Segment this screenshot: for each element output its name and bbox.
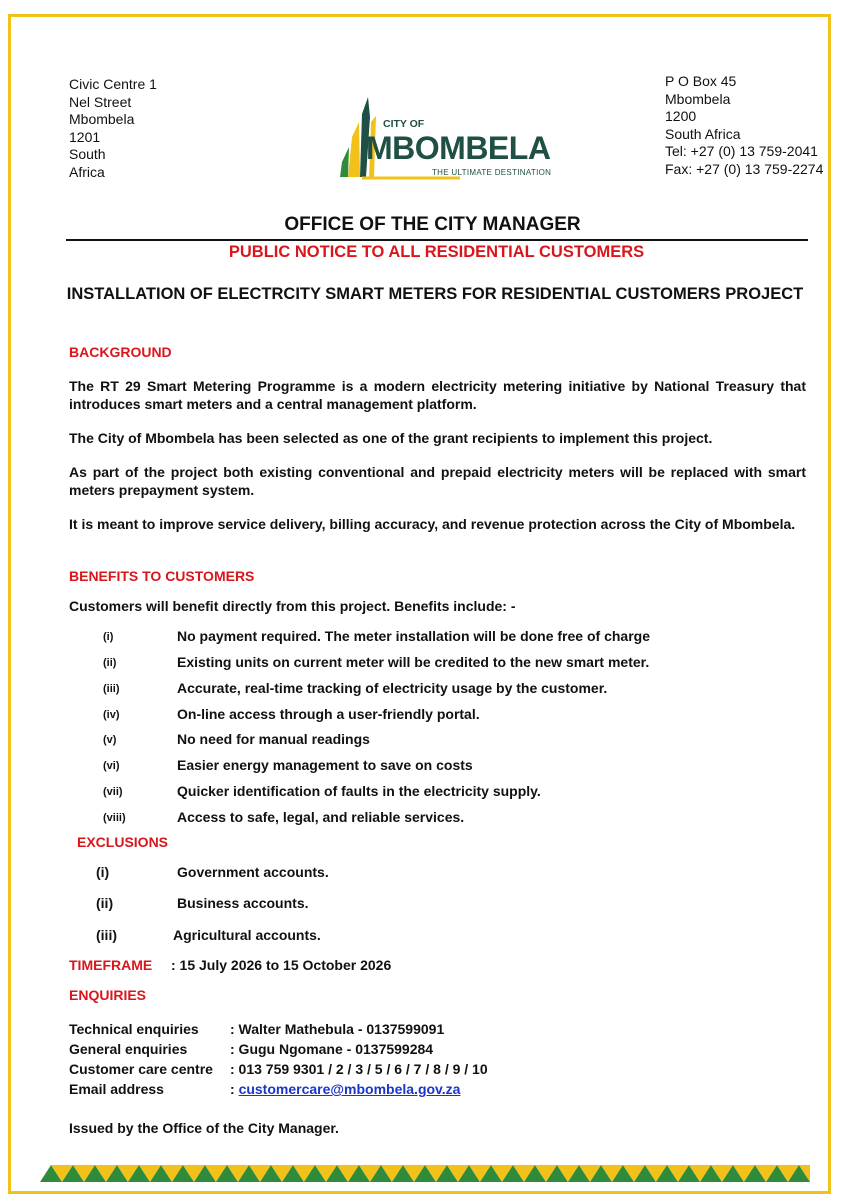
enquiry-value: : Gugu Ngomane - 0137599284 bbox=[230, 1041, 434, 1057]
list-number: (i) bbox=[96, 864, 110, 880]
address-line: 1200 bbox=[665, 108, 697, 124]
address-line: South Africa bbox=[665, 125, 741, 142]
email-label: Email address bbox=[69, 1081, 164, 1097]
enquiry-value: : Walter Mathebula - 0137599091 bbox=[230, 1021, 445, 1037]
benefits-intro: Customers will benefit directly from this project. Benefits include: - bbox=[69, 598, 516, 614]
list-item: Quicker identification of faults in the electricity supply. bbox=[177, 783, 541, 799]
address-line: Africa bbox=[69, 163, 105, 180]
address-line: Civic Centre 1 bbox=[69, 76, 157, 92]
list-number: (v) bbox=[103, 734, 117, 746]
list-number: (ii) bbox=[96, 895, 114, 911]
enquiry-label: Technical enquiries bbox=[69, 1021, 199, 1037]
phone-line: Tel: +27 (0) 13 759-2041 bbox=[665, 143, 818, 159]
divider bbox=[66, 239, 808, 241]
timeframe-heading: TIMEFRAME bbox=[69, 957, 153, 973]
list-item: Government accounts. bbox=[177, 864, 329, 880]
list-item: Easier energy management to save on costs bbox=[177, 757, 473, 773]
address-line: South bbox=[69, 146, 106, 162]
list-number: (viii) bbox=[103, 812, 126, 824]
email-row bbox=[230, 1081, 460, 1097]
enquiry-value: : 013 759 9301 / 2 / 3 / 5 / 6 / 7 / 8 / 9 / 10 bbox=[230, 1061, 488, 1077]
list-number: (ii) bbox=[103, 657, 117, 669]
address-line: P O Box 45 bbox=[665, 73, 737, 89]
paragraph: The RT 29 Smart Metering Programme is a modern electricity metering initiative by National Treasury that introduces smart meters and a central management platform. bbox=[69, 378, 806, 412]
list-item: Accurate, real-time tracking of electricity usage by the customer. bbox=[177, 680, 608, 696]
list-item: No payment required. The meter installation will be done free of charge bbox=[177, 628, 650, 644]
list-number: (vii) bbox=[103, 786, 123, 798]
email-prefix: : bbox=[230, 1081, 239, 1097]
paragraph: It is meant to improve service delivery, billing accuracy, and revenue protection across the City of Mbombela. bbox=[69, 516, 796, 532]
logo-city-of: CITY OF bbox=[383, 118, 425, 130]
decorative-border-pattern bbox=[40, 1165, 810, 1182]
office-title: OFFICE OF THE CITY MANAGER bbox=[284, 214, 581, 235]
address-line: 1201 bbox=[69, 128, 101, 145]
list-number: (iii) bbox=[96, 927, 117, 943]
enquiries-heading: ENQUIRIES bbox=[69, 987, 147, 1003]
address-line: Nel Street bbox=[69, 93, 132, 110]
list-item: Business accounts. bbox=[177, 895, 309, 911]
issued-by: Issued by the Office of the City Manager. bbox=[69, 1120, 339, 1136]
paragraph: The City of Mbombela has been selected as one of the grant recipients to implement this project. bbox=[69, 430, 713, 446]
list-number: (iv) bbox=[103, 709, 120, 721]
logo-name: MBOMBELA bbox=[366, 130, 551, 166]
postal-address bbox=[665, 73, 823, 178]
list-number: (iii) bbox=[103, 683, 120, 695]
enquiry-label: General enquiries bbox=[69, 1041, 188, 1057]
notice-title: PUBLIC NOTICE TO ALL RESIDENTIAL CUSTOMERS bbox=[228, 243, 645, 261]
list-item: On-line access through a user-friendly portal. bbox=[177, 706, 480, 722]
timeframe-value: : 15 July 2026 to 15 October 2026 bbox=[171, 957, 392, 973]
email-link[interactable]: customercare@mbombela.gov.za bbox=[238, 1081, 461, 1097]
list-item: Access to safe, legal, and reliable services. bbox=[177, 809, 465, 825]
benefits-heading: BENEFITS TO CUSTOMERS bbox=[69, 568, 255, 584]
address-line: Mbombela bbox=[69, 111, 135, 127]
project-title: INSTALLATION OF ELECTRCITY SMART METERS FOR RESIDENTIAL CUSTOMERS PROJECT bbox=[66, 285, 804, 303]
enquiry-label: Customer care centre bbox=[69, 1061, 213, 1077]
list-item: Existing units on current meter will be credited to the new smart meter. bbox=[177, 654, 650, 670]
list-number: (i) bbox=[103, 631, 114, 643]
list-number: (vi) bbox=[103, 760, 120, 772]
list-item: Agricultural accounts. bbox=[173, 927, 321, 943]
exclusions-heading: EXCLUSIONS bbox=[77, 834, 169, 850]
list-item: No need for manual readings bbox=[177, 731, 370, 747]
background-heading: BACKGROUND bbox=[69, 344, 172, 360]
address-line: Mbombela bbox=[665, 90, 731, 107]
fax-line: Fax: +27 (0) 13 759-2274 bbox=[665, 160, 824, 177]
logo-tagline: THE ULTIMATE DESTINATION bbox=[432, 168, 552, 177]
paragraph: As part of the project both existing conventional and prepaid electricity meters will be replaced with smart meters prepayment system. bbox=[69, 464, 806, 498]
physical-address bbox=[69, 76, 157, 181]
